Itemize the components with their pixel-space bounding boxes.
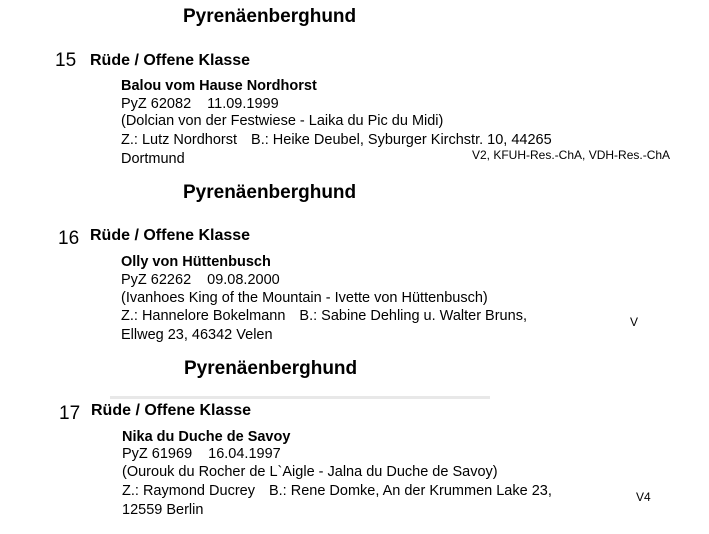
breed-heading: Pyrenäenberghund [184,358,358,379]
parents: (Ourouk du Rocher de L`Aigle - Jalna du Duche de Savoy) [122,464,498,480]
owner-city: Dortmund [121,151,185,167]
entry-number: 15 [55,50,77,71]
owner-city: 12559 Berlin [122,502,204,518]
registration-line [121,272,280,288]
result: V [630,315,639,329]
entry-number: 17 [59,403,81,424]
breeder-owner-line [122,483,552,499]
breeder-owner-line [121,132,552,148]
scan-artifact [110,396,490,399]
breeder: Z.: Hannelore Bokelmann [121,308,286,324]
breeder-owner-line [121,308,527,324]
dog-name: Balou vom Hause Nordhorst [121,78,317,94]
registration-number: PyZ 61969 [122,446,193,462]
dog-name: Olly von Hüttenbusch [121,254,271,270]
owner: B.: Sabine Dehling u. Walter Bruns, [299,308,527,324]
parents: (Ivanhoes King of the Mountain - Ivette von Hüttenbusch) [121,290,488,306]
owner: B.: Heike Deubel, Syburger Kirchstr. 10, 44265 [251,132,552,148]
breed-heading: Pyrenäenberghund [183,6,357,27]
breeder: Z.: Raymond Ducrey [122,483,255,499]
owner-address: Ellweg 23, 46342 Velen [121,327,273,343]
result: V4 [636,490,651,504]
breeder: Z.: Lutz Nordhorst [121,132,238,148]
owner: B.: Rene Domke, An der Krummen Lake 23, [268,483,552,499]
registration-number: PyZ 62082 [121,96,192,112]
dog-name: Nika du Duche de Savoy [122,429,291,445]
entry-class: Rüde / Offene Klasse [90,227,251,244]
birth-date: 11.09.1999 [207,96,279,112]
entry-number: 16 [58,228,80,249]
birth-date: 09.08.2000 [207,272,280,288]
registration-line [122,446,281,462]
registration-number: PyZ 62262 [121,272,192,288]
entry-class: Rüde / Offene Klasse [91,402,252,419]
registration-line [121,96,279,112]
breed-heading: Pyrenäenberghund [183,182,357,203]
parents: (Dolcian von der Festwiese - Laika du Pic du Midi) [121,113,444,129]
result: V2, KFUH-Res.-ChA, VDH-Res.-ChA [472,148,671,162]
entry-class: Rüde / Offene Klasse [90,52,251,69]
birth-date: 16.04.1997 [208,446,281,462]
